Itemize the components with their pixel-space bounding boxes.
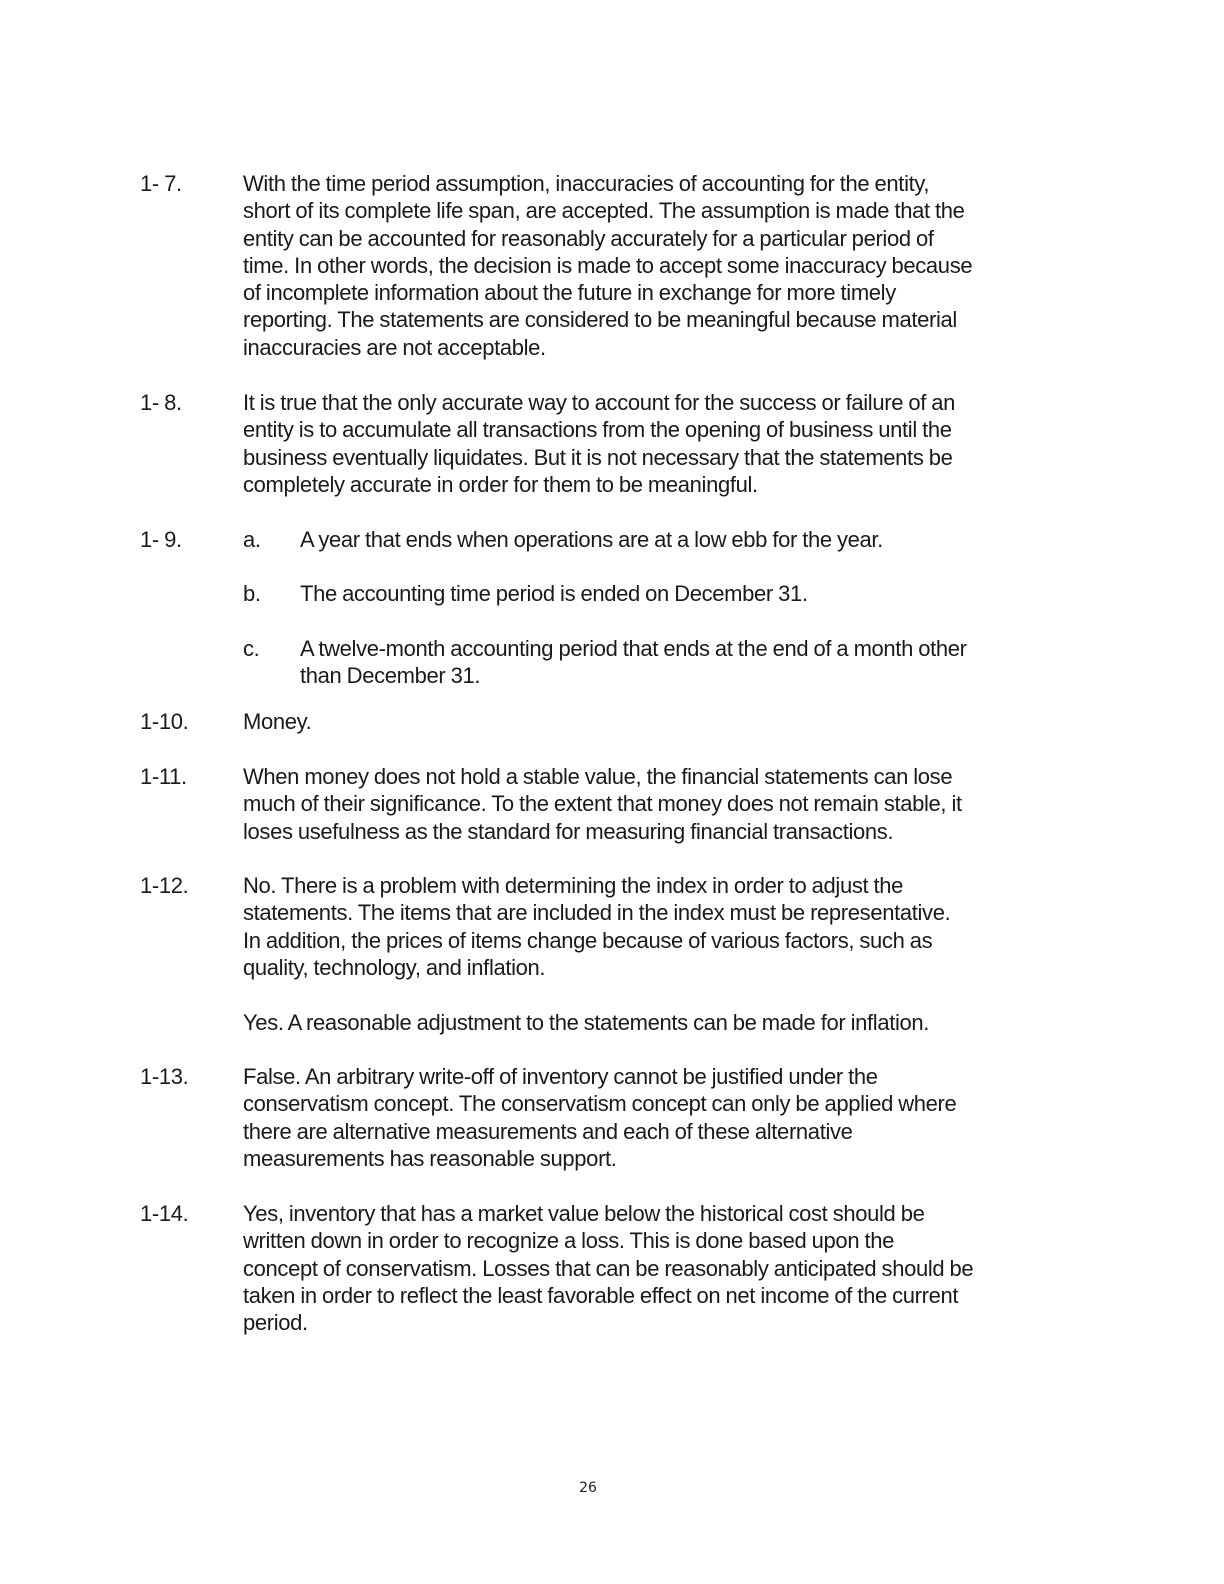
text-line: Money.: [243, 709, 312, 734]
sub-item-letter: c.: [243, 636, 260, 661]
sub-item-letter: a.: [243, 527, 261, 552]
text-line: Yes. A reasonable adjustment to the statements can be made for inflation.: [243, 1010, 930, 1035]
text-line: In addition, the prices of items change because of various factors, such as: [243, 927, 933, 953]
answer-text: [243, 872, 1073, 981]
text-line: than December 31.: [300, 663, 481, 689]
text-line: of incomplete information about the future in exchange for more timely: [243, 280, 896, 306]
text-line: short of its complete life span, are accepted. The assumption is made that the: [243, 198, 965, 224]
text-line: loses usefulness as the standard for measuring financial transactions.: [243, 818, 894, 844]
answer-text: [243, 708, 1073, 735]
text-line: statements. The items that are included in the index must be representative.: [243, 900, 951, 926]
text-line: It is true that the only accurate way to account for the success or failure of an: [243, 390, 956, 415]
text-line: The accounting time period is ended on December 31.: [300, 581, 808, 606]
text-line: reporting. The statements are considered to be meaningful because material: [243, 307, 957, 333]
text-line: A year that ends when operations are at a low ebb for the year.: [300, 527, 883, 552]
text-line: quality, technology, and inflation.: [243, 954, 546, 980]
answer-number: 1-12.: [140, 873, 189, 898]
sub-item-text: [300, 580, 1070, 607]
text-line: When money does not hold a stable value, the financial statements can lose: [243, 764, 953, 789]
text-line: concept of conservatism. Losses that can be reasonably anticipated should be: [243, 1255, 974, 1281]
sub-item-letter: b.: [243, 581, 261, 606]
text-line: period.: [243, 1310, 308, 1336]
answer-number: 1- 9.: [140, 527, 182, 552]
answer-text: [243, 170, 1073, 361]
page-number: 26: [579, 1480, 597, 1496]
text-line: time. In other words, the decision is made to accept some inaccuracy because: [243, 252, 973, 278]
text-line: taken in order to reflect the least favorable effect on net income of the current: [243, 1282, 959, 1308]
text-line: entity can be accounted for reasonably accurately for a particular period of: [243, 225, 934, 251]
answer-text: [243, 1063, 1073, 1172]
text-line: False. An arbitrary write-off of inventory cannot be justified under the: [243, 1064, 878, 1089]
answer-number: 1- 8.: [140, 390, 182, 415]
answer-text: [243, 763, 1073, 845]
text-line: No. There is a problem with determining the index in order to adjust the: [243, 873, 904, 898]
text-line: A twelve-month accounting period that ends at the end of a month other: [300, 636, 967, 661]
text-line: written down in order to recognize a loss. This is done based upon the: [243, 1228, 895, 1254]
text-line: much of their significance. To the extent that money does not remain stable, it: [243, 791, 962, 817]
text-line: there are alternative measurements and each of these alternative: [243, 1118, 853, 1144]
answer-text: [243, 1200, 1073, 1336]
text-line: Yes, inventory that has a market value below the historical cost should be: [243, 1201, 925, 1226]
text-line: inaccuracies are not acceptable.: [243, 334, 546, 360]
answer-number: 1-11.: [140, 764, 187, 789]
text-line: With the time period assumption, inaccuracies of accounting for the entity,: [243, 171, 930, 196]
text-line: measurements has reasonable support.: [243, 1145, 617, 1171]
text-line: conservatism concept. The conservatism concept can only be applied where: [243, 1091, 957, 1117]
sub-item-text: [300, 526, 1070, 553]
answer-text: [243, 389, 1073, 498]
answer-number: 1-13.: [140, 1064, 189, 1089]
answer-number: 1-14.: [140, 1201, 189, 1226]
text-line: business eventually liquidates. But it is not necessary that the statements be: [243, 444, 953, 470]
text-line: completely accurate in order for them to be meaningful.: [243, 471, 758, 497]
answer-number: 1- 7.: [140, 171, 182, 196]
answer-text: [243, 1009, 1073, 1036]
sub-item-text: [300, 635, 1070, 690]
answer-number: 1-10.: [140, 709, 189, 734]
text-line: entity is to accumulate all transactions from the opening of business until the: [243, 417, 952, 443]
